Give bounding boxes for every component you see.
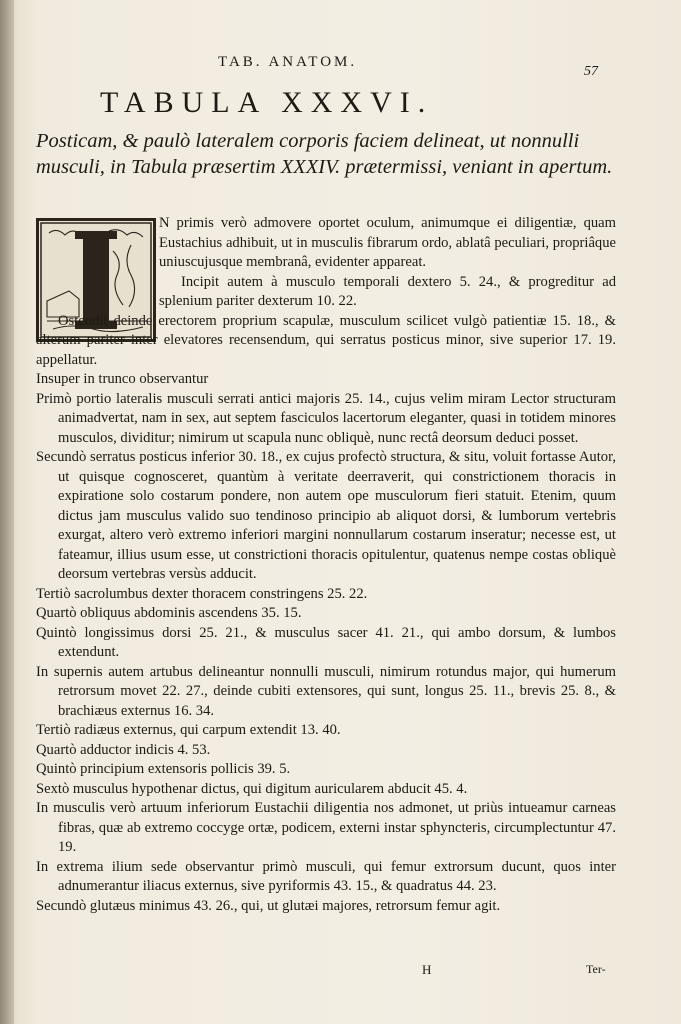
- paragraph: Insuper in trunco observantur: [36, 371, 209, 387]
- paragraph: N primis verò admovere oportet oculum, animumque ei diligentiæ, quam Eustachius adhibuit, ut in musculis fibrarum ordo, ablatâ peculiari, propriâque uniuscujusque membranâ, evidenter appareat.: [159, 215, 616, 270]
- catchword: Ter-: [586, 962, 606, 976]
- binding-gutter: [0, 0, 14, 1024]
- paragraph: Quartò obliquus abdominis ascendens 35. 15.: [36, 605, 302, 621]
- paragraph: Secundò glutæus minimus 43. 26., qui, ut glutæi majores, retrorsum femur agit.: [36, 897, 501, 914]
- signature-mark: H: [422, 962, 432, 977]
- paragraph: Quintò principium extensoris pollicis 39. 5.: [36, 761, 291, 777]
- intro-block: [159, 214, 616, 312]
- running-title: TAB. ANATOM.: [218, 54, 358, 70]
- paragraph: In supernis autem artubus delineantur nonnulli musculi, nimirum rotundus major, qui humerum retrorsum movet 22. 27., deinde cubiti extensores, qui sunt, longus 25. 11., brevis 25. 8., & brachiæus externus 16. 34.: [36, 663, 616, 719]
- paragraph: Quintò longissimus dorsi 25. 21., & musculus sacer 41. 21., qui ambo dorsum, & lumbos extendunt.: [36, 624, 616, 660]
- paragraph: Quartò adductor indicis 4. 53.: [36, 741, 211, 758]
- paragraph: Incipit autem à musculo temporali dextero 5. 24., & progreditur ad splenium pariter dexterum 10. 22.: [159, 273, 616, 309]
- page-number: 57: [584, 64, 598, 79]
- paragraph: Ostendit deinde erectorem proprium scapulæ, musculum scilicet vulgò patientiæ 15. 18., & alterum pariter inter elevatores recensendum, qui serratus posticus minor, sive superior 17. 19. appellatur.: [36, 312, 616, 368]
- body-text: [36, 214, 616, 916]
- running-head: [0, 54, 681, 78]
- plate-subtitle: Posticam, & paulò lateralem corporis faciem delineat, ut nonnulli musculi, in Tabula præsertim XXXIV. prætermissi, veniant in apertum.: [36, 130, 613, 178]
- paragraph: In extrema ilium sede observantur primò musculi, qui femur extrorsum ducunt, quos inter adnumerantur iliacus externus, sive pyriformis 43. 15., & quadratus 44. 23.: [36, 858, 616, 894]
- paragraph: Tertiò sacrolumbus dexter thoracem constringens 25. 22.: [36, 585, 368, 602]
- paragraph: Primò portio lateralis musculi serrati antici majoris 25. 14., cujus velim miram Lector structuram animadvertat, nam in sex, aut septem fasciculos lacertorum eleganter, quasi in totidem minores musculos, dividitur; nimirum ut scapula nunc obliquè, nunc rectâ deorsum deduci posset.: [36, 390, 616, 446]
- page-footer: [0, 962, 681, 982]
- paragraph: Tertiò radiæus externus, qui carpum extendit 13. 40.: [36, 722, 341, 738]
- paragraph: Secundò serratus posticus inferior 30. 18., ex cujus profectò structura, & situ, voluit fortasse Autor, ut quisque cognosceret, quantùm à veritate deerraverit, qui constrictionem thoracis in expiratione solo costarum pondere, non autem ope musculorum fieri statuit. Etenim, quum dictus jam musculus valido suo tendinoso principio ab aliquot dorsi, & lumborum vertebris exurgat, altero verò extremo inferiori margini nonnullarum costarum inseratur; necesse est, ut fateamur, illius usum esse, ut constrictioni thoracis opitulentur, quatenus nempe costas obliquè deorsum vertebras versùs adducit.: [36, 449, 616, 582]
- paragraph: Sextò musculus hypothenar dictus, qui digitum auricularem abducit 45. 4.: [36, 780, 468, 797]
- paragraph: In musculis verò artuum inferiorum Eustachii diligentia nos admonet, ut priùs intueamur carneas fibras, quæ ab extremo coccyge ortæ, podicem, externi instar sphyncteris, circumplectuntur 47. 19.: [36, 800, 616, 855]
- plate-title: TABULA XXXVI.: [100, 86, 434, 119]
